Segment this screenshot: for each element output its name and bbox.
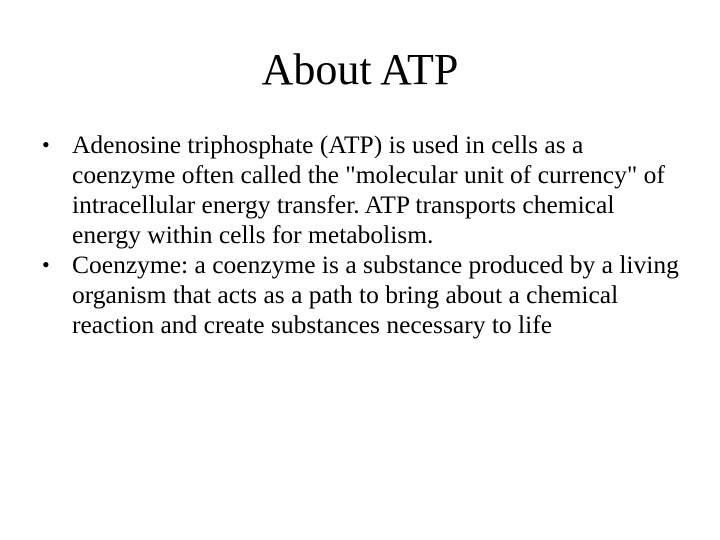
bullet-text: Coenzyme: a coenzyme is a substance produced by a living organism that acts as a path to bring about a chemical reaction and create substances necessary to life bbox=[72, 250, 679, 339]
bullet-icon: • bbox=[42, 132, 50, 157]
bullet-list bbox=[40, 130, 680, 340]
bullet-icon: • bbox=[42, 252, 50, 277]
bullet-text: Adenosine triphosphate (ATP) is used in cells as a coenzyme often called the "molecular unit of currency" of intracellular energy transfer. ATP transports chemical energy within cells for metabolism. bbox=[72, 130, 665, 249]
bullet-item-atp bbox=[40, 130, 680, 250]
bullet-item-coenzyme bbox=[40, 250, 680, 340]
slide-title: About ATP bbox=[261, 45, 459, 94]
